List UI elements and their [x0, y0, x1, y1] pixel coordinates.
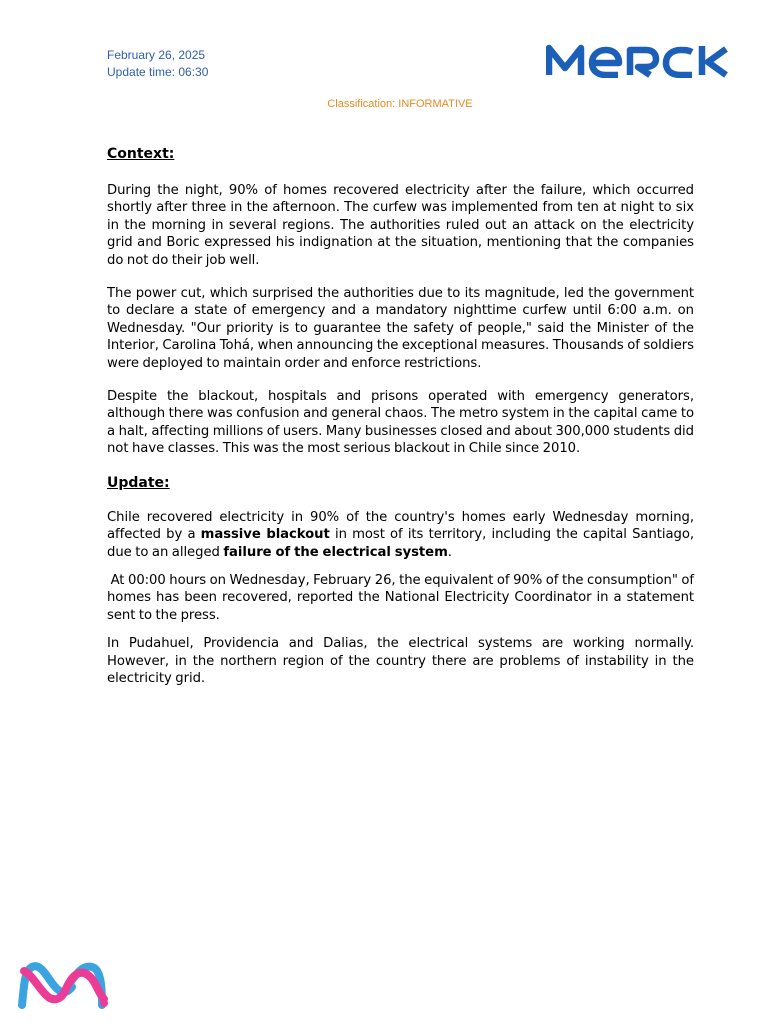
merck-m-mark-icon [18, 961, 108, 1009]
context-paragraph-3: Despite the blackout, hospitals and prisons operated with emergency generators, although there was confusion and general chaos. The metro system in the capital came to a halt, affecting millions of users. Many businesses closed and about 300,000 students did not have classes. This was the most serious blackout in Chile since 2010. [107, 389, 694, 457]
document-date: February 26, 2025 [107, 48, 206, 62]
update-paragraph-1 [107, 509, 694, 561]
update-heading: Update: [107, 474, 170, 491]
context-paragraph-2: The power cut, which surprised the authorities due to its magnitude, led the government to declare a state of emergency and a mandatory nighttime curfew until 6:00 a.m. on Wednesday. "Our priority is to guarantee the safety of people," said the Minister of the Interior, Carolina Tohá, when announcing the exceptional measures. Thousands of soldiers were deployed to maintain order and enforce restrictions. [107, 286, 694, 371]
context-heading: Context: [107, 146, 175, 162]
electrical-failure-emphasis: failure of the electrical system [223, 544, 448, 560]
update-p1-text-b: in most of its territory, including the capital Santiago, due to an alleged [107, 527, 694, 560]
update-paragraph-3: In Pudahuel, Providencia and Dalias, the electrical systems are working normally. However, in the northern region of the country there are problems of instability in the electricity grid. [107, 636, 694, 686]
massive-blackout-emphasis: massive blackout [200, 527, 330, 543]
update-p1-text-a: Chile recovered electricity in 90% of the country's homes early Wednesday morning, affected by a [107, 509, 694, 543]
corner-brand-mark [18, 961, 108, 1009]
merck-logo [546, 42, 728, 78]
header-meta [107, 47, 208, 81]
classification-label: Classification: INFORMATIVE [327, 98, 473, 110]
update-paragraph-2: At 00:00 hours on Wednesday, February 26, the equivalent of 90% of the consumption" of homes has been recovered, reported the National Electricity Coordinator in a statement sent to the press. [107, 572, 698, 623]
context-paragraph-1: During the night, 90% of homes recovered electricity after the failure, which occurred shortly after three in the afternoon. The curfew was implemented from ten at night to six in the morning in several regions. The authorities ruled out an attack on the electricity grid and Boric expressed his indignation at the situation, mentioning that the companies do not do their job well. [107, 183, 694, 268]
merck-wordmark-icon [546, 42, 728, 78]
document-body [107, 145, 698, 687]
update-time: Update time: 06:30 [107, 65, 209, 79]
update-p1-text-c: . [447, 544, 452, 560]
